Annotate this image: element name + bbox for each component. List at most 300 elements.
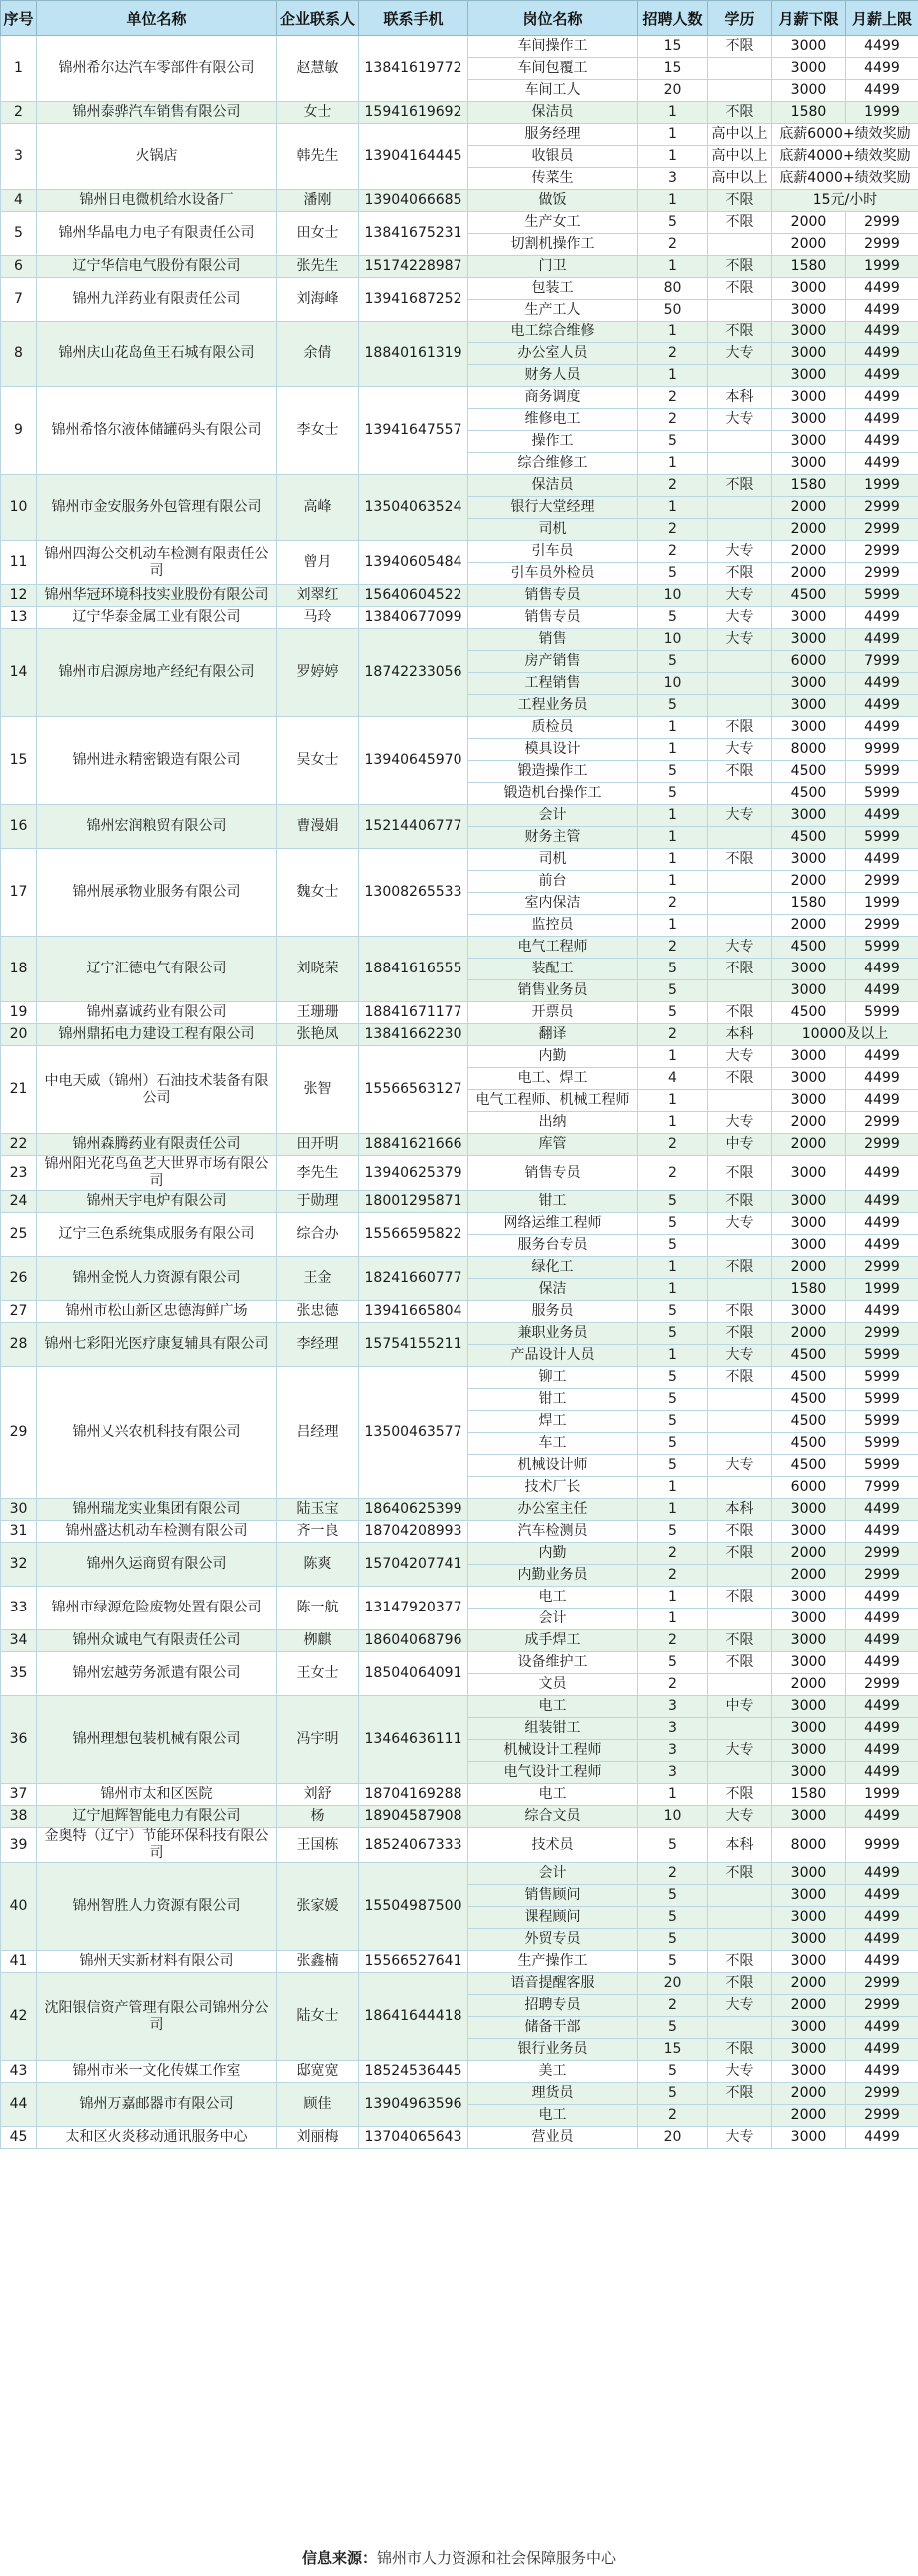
education — [708, 2105, 772, 2127]
row-number: 15 — [1, 717, 37, 805]
contact-person: 李女士 — [277, 387, 359, 475]
row-number: 33 — [1, 1587, 37, 1630]
education: 不限 — [708, 1156, 772, 1191]
table-row — [1, 1499, 918, 1521]
salary-max: 2999 — [846, 1973, 918, 1995]
education — [708, 2017, 772, 2039]
salary-max: 4499 — [846, 607, 918, 629]
table-row — [1, 1587, 918, 1609]
contact-person: 潘刚 — [277, 190, 359, 212]
contact-person: 齐一良 — [277, 1521, 359, 1543]
contact-phone: 18704169288 — [359, 1784, 468, 1806]
table-row — [1, 1696, 918, 1718]
education — [708, 783, 772, 805]
contact-phone: 13147920377 — [359, 1587, 468, 1630]
salary-min: 3000 — [772, 2039, 846, 2061]
position-name: 电气工程师、机械工程师 — [468, 1090, 638, 1112]
hire-count: 3 — [638, 1762, 708, 1784]
education: 大专 — [708, 937, 772, 959]
salary-min: 3000 — [772, 2017, 846, 2039]
salary-min: 3000 — [772, 343, 846, 365]
contact-person: 王金 — [277, 1257, 359, 1301]
hire-count: 5 — [638, 2083, 708, 2105]
education — [708, 980, 772, 1002]
salary-min: 3000 — [772, 805, 846, 827]
contact-person: 刘晓荣 — [277, 937, 359, 1002]
contact-phone: 15174228987 — [359, 256, 468, 278]
contact-person: 韩先生 — [277, 124, 359, 190]
education: 大专 — [708, 629, 772, 651]
salary-max: 2999 — [846, 563, 918, 585]
position-name: 组装钳工 — [468, 1718, 638, 1740]
hire-count: 15 — [638, 58, 708, 80]
education: 不限 — [708, 959, 772, 980]
salary-min: 2000 — [772, 1543, 846, 1565]
contact-person: 王国栋 — [277, 1828, 359, 1863]
salary-min: 8000 — [772, 1828, 846, 1863]
salary-min: 3000 — [772, 1652, 846, 1674]
salary-min: 3000 — [772, 2061, 846, 2083]
table-row — [1, 1863, 918, 1885]
hire-count: 3 — [638, 1696, 708, 1718]
company-name: 锦州市米一文化传媒工作室 — [37, 2061, 277, 2083]
hire-count: 5 — [638, 1367, 708, 1389]
education: 不限 — [708, 1587, 772, 1609]
education: 高中以上 — [708, 124, 772, 146]
salary-max: 2999 — [846, 1112, 918, 1134]
contact-person: 综合办 — [277, 1213, 359, 1257]
table-row — [1, 1806, 918, 1828]
hire-count: 2 — [638, 937, 708, 959]
company-name: 锦州嘉诚药业有限公司 — [37, 1002, 277, 1024]
position-name: 销售专员 — [468, 585, 638, 607]
hire-count: 15 — [638, 36, 708, 58]
position-name: 综合维修工 — [468, 453, 638, 475]
hire-count: 5 — [638, 761, 708, 783]
company-name: 锦州华晶电力电子有限责任公司 — [37, 212, 277, 256]
company-name: 锦州泰骅汽车销售有限公司 — [37, 102, 277, 124]
position-name: 办公室主任 — [468, 1499, 638, 1521]
salary-max: 2999 — [846, 1323, 918, 1345]
contact-phone: 13904164445 — [359, 124, 468, 190]
table-row — [1, 36, 918, 58]
table-row — [1, 1521, 918, 1543]
education — [708, 1885, 772, 1907]
salary-max: 4499 — [846, 1213, 918, 1235]
education — [708, 695, 772, 717]
hire-count: 5 — [638, 1323, 708, 1345]
contact-phone: 13464636111 — [359, 1696, 468, 1784]
salary-min: 3000 — [772, 1951, 846, 1973]
row-number: 41 — [1, 1951, 37, 1973]
salary-min: 2000 — [772, 1995, 846, 2017]
hire-count: 1 — [638, 1090, 708, 1112]
salary-max: 5999 — [846, 827, 918, 849]
salary-max: 2999 — [846, 1257, 918, 1279]
contact-person: 罗婷婷 — [277, 629, 359, 717]
salary-min: 1580 — [772, 1279, 846, 1301]
contact-person: 陈一航 — [277, 1587, 359, 1630]
education — [708, 1477, 772, 1499]
hire-count: 5 — [638, 1433, 708, 1455]
table-row — [1, 1213, 918, 1235]
education: 大专 — [708, 585, 772, 607]
hire-count: 1 — [638, 322, 708, 343]
hire-count: 3 — [638, 168, 708, 190]
hire-count: 5 — [638, 959, 708, 980]
position-name: 财务主管 — [468, 827, 638, 849]
contact-person: 田开明 — [277, 1134, 359, 1156]
company-name: 锦州市绿源危险废物处置有限公司 — [37, 1587, 277, 1630]
salary-min: 3000 — [772, 1587, 846, 1609]
hire-count: 5 — [638, 212, 708, 234]
hire-count: 2 — [638, 1543, 708, 1565]
education: 不限 — [708, 475, 772, 497]
salary-min: 3000 — [772, 1235, 846, 1257]
row-number: 43 — [1, 2061, 37, 2083]
hire-count: 1 — [638, 915, 708, 937]
hire-count: 5 — [638, 1213, 708, 1235]
row-number: 23 — [1, 1156, 37, 1191]
company-name: 锦州阳光花鸟鱼艺大世界市场有限公司 — [37, 1156, 277, 1191]
row-number: 28 — [1, 1323, 37, 1367]
company-name: 锦州希尔达汽车零部件有限公司 — [37, 36, 277, 102]
education — [708, 1411, 772, 1433]
position-name: 汽车检测员 — [468, 1521, 638, 1543]
contact-phone: 18904587908 — [359, 1806, 468, 1828]
salary-min: 4500 — [772, 1389, 846, 1411]
position-name: 银行大堂经理 — [468, 497, 638, 519]
salary-min: 3000 — [772, 673, 846, 695]
table-row — [1, 1543, 918, 1565]
education: 不限 — [708, 1652, 772, 1674]
position-name: 内勤 — [468, 1046, 638, 1068]
company-name: 锦州金悦人力资源有限公司 — [37, 1257, 277, 1301]
contact-phone: 13940645970 — [359, 717, 468, 805]
salary-max: 5999 — [846, 1389, 918, 1411]
contact-person: 顾佳 — [277, 2083, 359, 2127]
company-name: 锦州智胜人力资源有限公司 — [37, 1863, 277, 1951]
position-name: 维修电工 — [468, 409, 638, 431]
contact-phone: 15566527641 — [359, 1951, 468, 1973]
company-name: 锦州展承物业服务有限公司 — [37, 849, 277, 937]
salary-min: 3000 — [772, 1090, 846, 1112]
contact-phone: 13941687252 — [359, 278, 468, 322]
row-number: 3 — [1, 124, 37, 190]
salary-max: 4499 — [846, 1951, 918, 1973]
row-number: 14 — [1, 629, 37, 717]
position-name: 内勤 — [468, 1543, 638, 1565]
salary-max: 4499 — [846, 2039, 918, 2061]
table-row — [1, 1367, 918, 1389]
salary-min: 2000 — [772, 1257, 846, 1279]
education — [708, 80, 772, 102]
contact-person: 杨 — [277, 1806, 359, 1828]
salary-min: 6000 — [772, 1477, 846, 1499]
education: 高中以上 — [708, 168, 772, 190]
education: 不限 — [708, 1863, 772, 1885]
position-name: 门卫 — [468, 256, 638, 278]
hire-count: 1 — [638, 256, 708, 278]
education — [708, 893, 772, 915]
hire-count: 2 — [638, 519, 708, 541]
contact-phone: 15566595822 — [359, 1213, 468, 1257]
salary-max: 4499 — [846, 1929, 918, 1951]
salary-min: 4500 — [772, 937, 846, 959]
contact-person: 王女士 — [277, 1652, 359, 1696]
company-name: 辽宁华信电气股份有限公司 — [37, 256, 277, 278]
table-row — [1, 124, 918, 146]
salary-min: 2000 — [772, 212, 846, 234]
salary-max: 5999 — [846, 1411, 918, 1433]
table-row — [1, 1323, 918, 1345]
row-number: 22 — [1, 1134, 37, 1156]
hire-count: 1 — [638, 102, 708, 124]
row-number: 45 — [1, 2127, 37, 2149]
table-row — [1, 1257, 918, 1279]
education — [708, 58, 772, 80]
hire-count: 10 — [638, 1806, 708, 1828]
salary-max: 2999 — [846, 2105, 918, 2127]
row-number: 13 — [1, 607, 37, 629]
header-cell: 序号 — [1, 1, 37, 36]
education: 不限 — [708, 1323, 772, 1345]
row-number: 18 — [1, 937, 37, 1002]
salary-min: 3000 — [772, 1806, 846, 1828]
position-name: 翻译 — [468, 1024, 638, 1046]
salary-min: 4500 — [772, 783, 846, 805]
salary-max: 4499 — [846, 80, 918, 102]
salary-max: 5999 — [846, 783, 918, 805]
table-row — [1, 1784, 918, 1806]
position-name: 开票员 — [468, 1002, 638, 1024]
salary-min: 3000 — [772, 1156, 846, 1191]
position-name: 保洁员 — [468, 102, 638, 124]
salary-max: 4499 — [846, 2061, 918, 2083]
salary-min: 3000 — [772, 1191, 846, 1213]
hire-count: 5 — [638, 1652, 708, 1674]
position-name: 营业员 — [468, 2127, 638, 2149]
row-number: 9 — [1, 387, 37, 475]
hire-count: 1 — [638, 739, 708, 761]
table-row — [1, 102, 918, 124]
position-name: 库管 — [468, 1134, 638, 1156]
contact-person: 张艳凤 — [277, 1024, 359, 1046]
salary-min: 2000 — [772, 2105, 846, 2127]
salary-max: 4499 — [846, 1907, 918, 1929]
education — [708, 1565, 772, 1587]
hire-count: 2 — [638, 234, 708, 256]
salary-max: 4499 — [846, 1090, 918, 1112]
table-row — [1, 322, 918, 343]
hire-count: 1 — [638, 849, 708, 871]
company-name: 锦州七彩阳光医疗康复辅具有限公司 — [37, 1323, 277, 1367]
position-name: 内勤业务员 — [468, 1565, 638, 1587]
position-name: 工程业务员 — [468, 695, 638, 717]
salary-max: 4499 — [846, 1587, 918, 1609]
salary-min: 3000 — [772, 36, 846, 58]
hire-count: 2 — [638, 475, 708, 497]
education: 不限 — [708, 717, 772, 739]
table-row — [1, 1828, 918, 1863]
salary-min: 6000 — [772, 651, 846, 673]
education — [708, 1907, 772, 1929]
hire-count: 2 — [638, 1674, 708, 1696]
salary-range: 10000及以上 — [772, 1024, 918, 1046]
company-name: 锦州宏润粮贸有限公司 — [37, 805, 277, 849]
salary-min: 3000 — [772, 365, 846, 387]
position-name: 文员 — [468, 1674, 638, 1696]
education: 大专 — [708, 541, 772, 563]
position-name: 钳工 — [468, 1389, 638, 1411]
row-number: 26 — [1, 1257, 37, 1301]
company-name: 锦州宏越劳务派遣有限公司 — [37, 1652, 277, 1696]
contact-phone: 15754155211 — [359, 1323, 468, 1367]
hire-count: 20 — [638, 2127, 708, 2149]
contact-phone: 18841621666 — [359, 1134, 468, 1156]
table-row — [1, 541, 918, 563]
company-name: 锦州理想包装机械有限公司 — [37, 1696, 277, 1784]
salary-max: 4499 — [846, 453, 918, 475]
education: 不限 — [708, 102, 772, 124]
company-name: 辽宁旭辉智能电力有限公司 — [37, 1806, 277, 1828]
salary-max: 7999 — [846, 651, 918, 673]
contact-phone: 13941647557 — [359, 387, 468, 475]
salary-range: 底薪4000+绩效奖励 — [772, 168, 918, 190]
hire-count: 1 — [638, 1499, 708, 1521]
hire-count: 20 — [638, 80, 708, 102]
row-number: 10 — [1, 475, 37, 541]
hire-count: 2 — [638, 1156, 708, 1191]
contact-phone: 13904066685 — [359, 190, 468, 212]
education: 大专 — [708, 409, 772, 431]
education: 不限 — [708, 36, 772, 58]
contact-phone: 15214406777 — [359, 805, 468, 849]
position-name: 会计 — [468, 1863, 638, 1885]
table-row — [1, 1134, 918, 1156]
salary-min: 4500 — [772, 1455, 846, 1477]
row-number: 39 — [1, 1828, 37, 1863]
salary-min: 3000 — [772, 1718, 846, 1740]
row-number: 32 — [1, 1543, 37, 1587]
salary-min: 4500 — [772, 827, 846, 849]
company-name: 锦州日电微机给水设备厂 — [37, 190, 277, 212]
contact-person: 曾月 — [277, 541, 359, 585]
hire-count: 5 — [638, 1951, 708, 1973]
row-number: 6 — [1, 256, 37, 278]
salary-max: 4499 — [846, 1156, 918, 1191]
education: 本科 — [708, 1024, 772, 1046]
position-name: 银行业务员 — [468, 2039, 638, 2061]
contact-person: 李先生 — [277, 1156, 359, 1191]
hire-count: 2 — [638, 1134, 708, 1156]
salary-min: 2000 — [772, 1323, 846, 1345]
position-name: 钳工 — [468, 1191, 638, 1213]
row-number: 42 — [1, 1973, 37, 2061]
salary-min: 4500 — [772, 1411, 846, 1433]
education — [708, 827, 772, 849]
hire-count: 5 — [638, 1828, 708, 1863]
contact-person: 于勋理 — [277, 1191, 359, 1213]
table-row — [1, 717, 918, 739]
row-number: 30 — [1, 1499, 37, 1521]
salary-max: 5999 — [846, 1002, 918, 1024]
education: 大专 — [708, 1455, 772, 1477]
position-name: 财务人员 — [468, 365, 638, 387]
salary-max: 2999 — [846, 915, 918, 937]
salary-min: 4500 — [772, 761, 846, 783]
salary-min: 3000 — [772, 1213, 846, 1235]
table-row — [1, 937, 918, 959]
salary-max: 4499 — [846, 1235, 918, 1257]
salary-max: 4499 — [846, 409, 918, 431]
salary-max: 4499 — [846, 1191, 918, 1213]
position-name: 技术员 — [468, 1828, 638, 1863]
table-row — [1, 256, 918, 278]
contact-person: 刘舒 — [277, 1784, 359, 1806]
hire-count: 2 — [638, 1630, 708, 1652]
contact-phone: 13840677099 — [359, 607, 468, 629]
company-name: 锦州希恪尔液体储罐码头有限公司 — [37, 387, 277, 475]
salary-min: 3000 — [772, 1609, 846, 1630]
hire-count: 5 — [638, 651, 708, 673]
position-name: 监控员 — [468, 915, 638, 937]
hire-count: 10 — [638, 585, 708, 607]
hire-count: 2 — [638, 2105, 708, 2127]
company-name: 辽宁汇德电气有限公司 — [37, 937, 277, 1002]
salary-min: 3000 — [772, 431, 846, 453]
salary-min: 3000 — [772, 409, 846, 431]
contact-person: 刘翠红 — [277, 585, 359, 607]
position-name: 工程销售 — [468, 673, 638, 695]
contact-person: 张鑫楠 — [277, 1951, 359, 1973]
education: 不限 — [708, 1973, 772, 1995]
contact-person: 魏女士 — [277, 849, 359, 937]
hire-count: 5 — [638, 1235, 708, 1257]
hire-count: 10 — [638, 629, 708, 651]
hire-count: 5 — [638, 1885, 708, 1907]
position-name: 生产操作工 — [468, 1951, 638, 1973]
contact-person: 吕经理 — [277, 1367, 359, 1499]
salary-min: 3000 — [772, 300, 846, 322]
hire-count: 2 — [638, 541, 708, 563]
salary-min: 3000 — [772, 1046, 846, 1068]
salary-min: 3000 — [772, 1301, 846, 1323]
company-name: 锦州进永精密锻造有限公司 — [37, 717, 277, 805]
salary-max: 4499 — [846, 1499, 918, 1521]
position-name: 室内保洁 — [468, 893, 638, 915]
hire-count: 1 — [638, 1609, 708, 1630]
table-row — [1, 2127, 918, 2149]
hire-count: 5 — [638, 563, 708, 585]
hire-count: 1 — [638, 717, 708, 739]
education — [708, 871, 772, 893]
company-name: 锦州瑞龙实业集团有限公司 — [37, 1499, 277, 1521]
salary-max: 4499 — [846, 1301, 918, 1323]
education — [708, 673, 772, 695]
salary-max: 4499 — [846, 1046, 918, 1068]
position-name: 锻造操作工 — [468, 761, 638, 783]
table-body — [1, 36, 918, 2149]
salary-min: 3000 — [772, 278, 846, 300]
education: 中专 — [708, 1134, 772, 1156]
hire-count: 50 — [638, 300, 708, 322]
salary-min: 3000 — [772, 607, 846, 629]
header-cell: 单位名称 — [37, 1, 277, 36]
education: 不限 — [708, 1068, 772, 1090]
position-name: 产品设计人员 — [468, 1345, 638, 1367]
hire-count: 3 — [638, 1740, 708, 1762]
